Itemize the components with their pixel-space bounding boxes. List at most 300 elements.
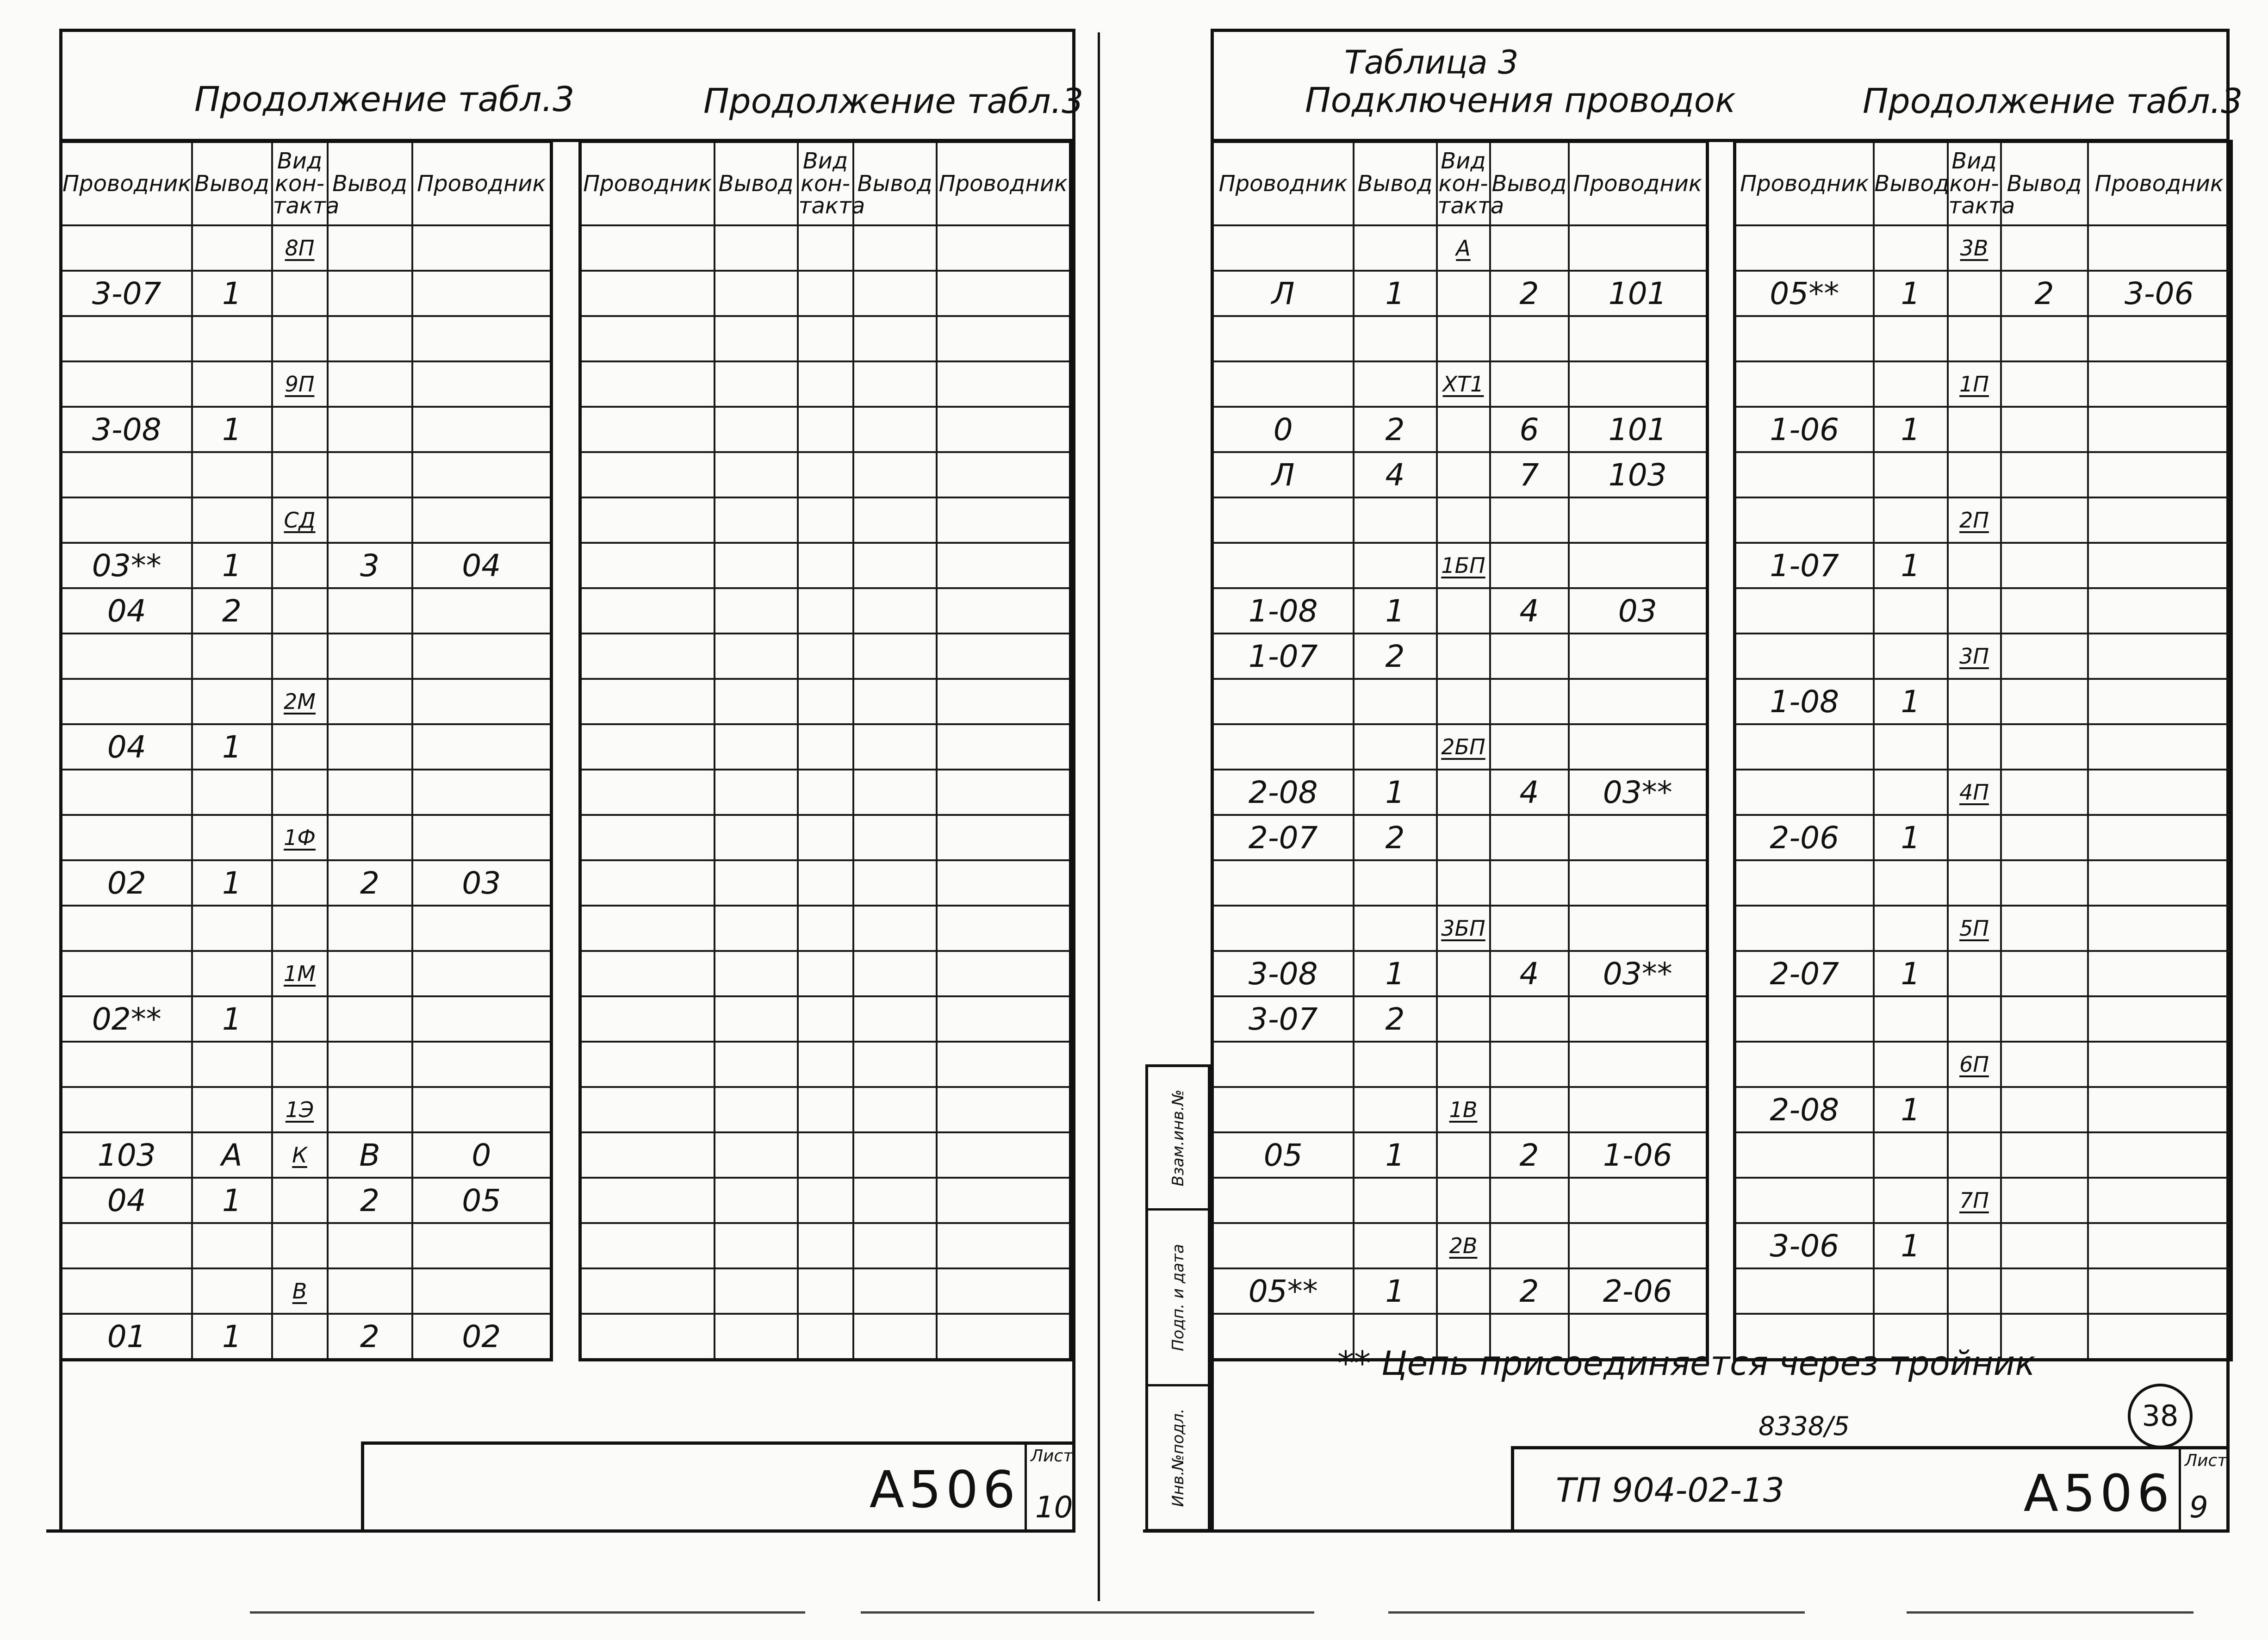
table-cell: [1212, 679, 1354, 724]
table-cell: [1354, 906, 1437, 951]
table-cell: [1212, 543, 1354, 588]
table-cell: 2: [1354, 407, 1437, 452]
table-cell: [328, 634, 412, 679]
table-row: [61, 996, 552, 1042]
table-row: [1212, 1087, 1708, 1132]
table-cell: [937, 1314, 1071, 1360]
table-header-row: [1212, 142, 1708, 226]
table-row: [61, 1042, 552, 1087]
table-cell: [272, 770, 328, 815]
table-cell: 3-08: [1212, 951, 1354, 996]
table-cell: [412, 634, 552, 679]
table-cell: 1-07: [1735, 543, 1874, 588]
table-cell: 3-06: [2088, 271, 2231, 316]
table-cell: [937, 679, 1071, 724]
table-cell: [1437, 860, 1490, 906]
table-cell: [1212, 724, 1354, 770]
table-row: [61, 452, 552, 497]
table-row: [1735, 634, 2231, 679]
table-cell: [1354, 1223, 1437, 1268]
table-cell: [715, 679, 798, 724]
table-row: [580, 1132, 1071, 1178]
table-cell: [1948, 951, 2001, 996]
table-cell: [798, 906, 853, 951]
table-cell: [2088, 815, 2231, 860]
table-row: [61, 860, 552, 906]
table-cell: [272, 271, 328, 316]
table-row: [61, 361, 552, 407]
table-cell: 1: [192, 860, 272, 906]
table-cell: [1874, 996, 1948, 1042]
header-conductor: Проводник: [937, 142, 1071, 226]
table-cell: [1735, 724, 1874, 770]
table-cell: [1569, 361, 1708, 407]
table-cell: 03**: [1569, 770, 1708, 815]
table-cell: [853, 588, 937, 634]
left-sheet-box: [1025, 1445, 1075, 1529]
table-cell: [853, 271, 937, 316]
table-cell: [328, 951, 412, 996]
right-sheet-number: 9: [2189, 1491, 2208, 1525]
table-cell: [192, 906, 272, 951]
table-cell: [192, 1268, 272, 1314]
table-cell: [412, 452, 552, 497]
table-cell: [272, 1314, 328, 1360]
table-cell: [1874, 860, 1948, 906]
table-cell: [853, 361, 937, 407]
table-cell: [798, 770, 853, 815]
table-cell: [1212, 906, 1354, 951]
table-cell: [580, 1042, 715, 1087]
table-cell: [798, 951, 853, 996]
right-sheet-label: Лист: [2185, 1451, 2227, 1470]
table-cell: [1569, 634, 1708, 679]
table-cell: [412, 497, 552, 543]
left-sheet-number: 10: [1035, 1491, 1073, 1525]
table-cell: 1: [1354, 951, 1437, 996]
table-cell: [580, 951, 715, 996]
table-cell: [1948, 543, 2001, 588]
table-cell: [2001, 815, 2088, 860]
table-cell: В: [272, 1268, 328, 1314]
table-cell: [61, 1268, 192, 1314]
table-cell: [2001, 452, 2088, 497]
header-contact-kind: Вид кон- такта: [1948, 142, 2001, 226]
table-cell: [853, 724, 937, 770]
bottom-dash-line: [1388, 1611, 1805, 1614]
table-cell: [1735, 316, 1874, 361]
table-cell: [192, 1087, 272, 1132]
table-cell: [2001, 1268, 2088, 1314]
table-cell: [580, 1223, 715, 1268]
table-cell: [1354, 1042, 1437, 1087]
table-cell: [580, 407, 715, 452]
table-row: [1212, 361, 1708, 407]
table-cell: [61, 634, 192, 679]
table-cell: [61, 452, 192, 497]
table-cell: [2088, 361, 2231, 407]
table-cell: [412, 225, 552, 271]
table-cell: [937, 1268, 1071, 1314]
table-cell: [580, 906, 715, 951]
table-cell: [2088, 1223, 2231, 1268]
table-row: [61, 497, 552, 543]
table-cell: 2: [328, 860, 412, 906]
table-cell: [715, 361, 798, 407]
table-cell: [1874, 1132, 1948, 1178]
table-row: [61, 770, 552, 815]
table-cell: [272, 996, 328, 1042]
table-cell: [272, 906, 328, 951]
table-cell: [412, 951, 552, 996]
table-cell: [2001, 996, 2088, 1042]
table-cell: [2001, 225, 2088, 271]
table-cell: [853, 543, 937, 588]
table-cell: 5П: [1948, 906, 2001, 951]
table-cell: [937, 1223, 1071, 1268]
table-cell: [192, 497, 272, 543]
table-cell: [1874, 1178, 1948, 1223]
table-cell: [937, 361, 1071, 407]
header-conductor: Проводник: [2088, 142, 2231, 226]
table-cell: 1-06: [1569, 1132, 1708, 1178]
table-row: [580, 588, 1071, 634]
table-cell: [580, 316, 715, 361]
table-cell: [1948, 588, 2001, 634]
table-cell: 2-07: [1212, 815, 1354, 860]
table-cell: [937, 588, 1071, 634]
table-row: [580, 1087, 1071, 1132]
table-cell: 3В: [1948, 225, 2001, 271]
table-row: [580, 407, 1071, 452]
table-cell: [1569, 225, 1708, 271]
table-cell: [1437, 679, 1490, 724]
table-cell: 1П: [1948, 361, 2001, 407]
header-output: Вывод: [1874, 142, 1948, 226]
table-row: [61, 1132, 552, 1178]
table-row: [1735, 770, 2231, 815]
header-output: Вывод: [853, 142, 937, 226]
table-cell: [1490, 1178, 1569, 1223]
table-cell: [798, 1314, 853, 1360]
table-cell: [1874, 634, 1948, 679]
table-cell: [580, 724, 715, 770]
table-row: [61, 543, 552, 588]
table-cell: 01: [61, 1314, 192, 1360]
table-cell: [2001, 316, 2088, 361]
table-row: [580, 906, 1071, 951]
table-cell: [61, 679, 192, 724]
table-cell: [853, 679, 937, 724]
table-cell: Л: [1212, 452, 1354, 497]
table-row: [1735, 1042, 2231, 1087]
table-cell: [937, 951, 1071, 996]
table-cell: [192, 770, 272, 815]
header-output: Вывод: [2001, 142, 2088, 226]
header-output: Вывод: [328, 142, 412, 226]
table-row: [580, 316, 1071, 361]
table-cell: [328, 316, 412, 361]
table-cell: [937, 1087, 1071, 1132]
right-stamp-code: А506: [2023, 1464, 2174, 1523]
table-cell: [412, 407, 552, 452]
table-cell: [412, 679, 552, 724]
table-row: [61, 906, 552, 951]
table-cell: 2-06: [1569, 1268, 1708, 1314]
table-cell: [1437, 1042, 1490, 1087]
table-cell: [1490, 724, 1569, 770]
table-cell: [1437, 1132, 1490, 1178]
table-cell: [1948, 1132, 2001, 1178]
right-table-b: [1733, 140, 2233, 1361]
table-cell: [1874, 497, 1948, 543]
header-contact-kind: Вид кон- такта: [272, 142, 328, 226]
table-row: [1212, 906, 1708, 951]
table-cell: [937, 1132, 1071, 1178]
order-number: 8338/5: [1758, 1411, 1850, 1441]
table-cell: 8П: [272, 225, 328, 271]
table-cell: [798, 724, 853, 770]
header-conductor: Проводник: [61, 142, 192, 226]
table-cell: [1354, 225, 1437, 271]
table-cell: [715, 1268, 798, 1314]
table-cell: [937, 407, 1071, 452]
table-cell: [2088, 724, 2231, 770]
table-cell: [1569, 679, 1708, 724]
table-cell: [853, 1087, 937, 1132]
table-cell: [1354, 860, 1437, 906]
table-cell: [2088, 1087, 2231, 1132]
table-cell: 04: [412, 543, 552, 588]
table-cell: [1569, 1087, 1708, 1132]
table-cell: [1437, 588, 1490, 634]
table-cell: [937, 996, 1071, 1042]
table-cell: [412, 361, 552, 407]
table-cell: 1: [1354, 770, 1437, 815]
table-cell: [1437, 1268, 1490, 1314]
table-cell: [715, 1132, 798, 1178]
table-row: [61, 225, 552, 271]
table-cell: [412, 1268, 552, 1314]
table-cell: [1735, 1132, 1874, 1178]
table-cell: [1437, 770, 1490, 815]
table-cell: [412, 996, 552, 1042]
table-cell: 03**: [1569, 951, 1708, 996]
table-cell: [580, 679, 715, 724]
table-cell: [1437, 407, 1490, 452]
table-row: [580, 679, 1071, 724]
table-cell: 1: [1874, 543, 1948, 588]
table-cell: [2088, 770, 2231, 815]
table-cell: [853, 951, 937, 996]
table-cell: 1: [1874, 271, 1948, 316]
table-cell: 1: [1874, 951, 1948, 996]
table-cell: [1354, 543, 1437, 588]
table-cell: [798, 271, 853, 316]
table-cell: [1735, 452, 1874, 497]
table-cell: [272, 588, 328, 634]
table-row: [1212, 996, 1708, 1042]
table-cell: [853, 1314, 937, 1360]
table-row: [1735, 316, 2231, 361]
table-cell: [580, 634, 715, 679]
side-cell-inventory: [1148, 1386, 1208, 1529]
bottom-dash-line: [1907, 1611, 2193, 1614]
table-row: [1735, 588, 2231, 634]
table-cell: [2001, 770, 2088, 815]
table-cell: [328, 1223, 412, 1268]
table-cell: [328, 679, 412, 724]
table-cell: [715, 543, 798, 588]
table-row: [580, 770, 1071, 815]
table-cell: [1212, 1087, 1354, 1132]
table-cell: [1735, 1042, 1874, 1087]
table-cell: 2: [328, 1178, 412, 1223]
table-cell: [1948, 860, 2001, 906]
table-cell: 3: [328, 543, 412, 588]
table-cell: [1874, 452, 1948, 497]
table-cell: В: [328, 1132, 412, 1178]
table-cell: [1569, 815, 1708, 860]
table-row: [1212, 452, 1708, 497]
table-cell: [1212, 1223, 1354, 1268]
table-cell: 04: [61, 588, 192, 634]
table-header-row: [61, 142, 552, 226]
table-cell: [1874, 1268, 1948, 1314]
table-cell: [798, 1178, 853, 1223]
table-cell: [1490, 543, 1569, 588]
table-row: [61, 815, 552, 860]
table-cell: [2001, 1087, 2088, 1132]
table-cell: 1: [1874, 407, 1948, 452]
table-cell: [1490, 361, 1569, 407]
table-cell: 1: [1354, 1132, 1437, 1178]
table-cell: 2В: [1437, 1223, 1490, 1268]
table-cell: [580, 543, 715, 588]
table-cell: [272, 543, 328, 588]
right-caption-b: Продолжение табл.3: [1863, 81, 2243, 121]
table-cell: [1437, 815, 1490, 860]
table-cell: [272, 1042, 328, 1087]
table-cell: [192, 951, 272, 996]
table-cell: 1БП: [1437, 543, 1490, 588]
table-cell: [2001, 951, 2088, 996]
table-cell: [798, 1132, 853, 1178]
table-cell: [1212, 1314, 1354, 1360]
table-row: [1212, 1268, 1708, 1314]
table-cell: [2088, 1314, 2231, 1360]
table-row: [580, 1178, 1071, 1223]
table-cell: [328, 815, 412, 860]
table-cell: [61, 1042, 192, 1087]
table-cell: [192, 1042, 272, 1087]
table-cell: [2088, 1042, 2231, 1087]
table-cell: [328, 361, 412, 407]
table-cell: [798, 1087, 853, 1132]
table-cell: [798, 1042, 853, 1087]
table-cell: [937, 906, 1071, 951]
table-row: [1212, 679, 1708, 724]
table-cell: [2088, 679, 2231, 724]
table-cell: [715, 588, 798, 634]
table-cell: [937, 815, 1071, 860]
table-row: [580, 996, 1071, 1042]
header-contact-kind: Вид кон- такта: [1437, 142, 1490, 226]
table-cell: [580, 588, 715, 634]
table-cell: [2001, 679, 2088, 724]
table-cell: 0: [412, 1132, 552, 1178]
table-cell: [272, 452, 328, 497]
table-row: [61, 1223, 552, 1268]
table-row: [61, 1178, 552, 1223]
table-cell: [798, 815, 853, 860]
table-header-row: [1735, 142, 2231, 226]
table-cell: 05**: [1735, 271, 1874, 316]
table-cell: [412, 271, 552, 316]
table-cell: [2001, 1223, 2088, 1268]
table-cell: [192, 225, 272, 271]
side-cell-signature: [1148, 1211, 1208, 1386]
table-cell: 3-07: [1212, 996, 1354, 1042]
table-cell: [937, 860, 1071, 906]
table-row: [1212, 1178, 1708, 1223]
table-cell: 4: [1490, 951, 1569, 996]
table-cell: 2-08: [1212, 770, 1354, 815]
table-cell: [853, 452, 937, 497]
table-row: [61, 951, 552, 996]
table-cell: [1735, 1268, 1874, 1314]
table-cell: [937, 316, 1071, 361]
table-cell: [1569, 1042, 1708, 1087]
table-cell: [1437, 1178, 1490, 1223]
table-row: [580, 361, 1071, 407]
table-cell: [61, 361, 192, 407]
table-cell: [580, 271, 715, 316]
table-cell: 03**: [61, 543, 192, 588]
table-cell: [853, 497, 937, 543]
left-caption-b: Продолжение табл.3: [703, 81, 1084, 121]
table-cell: [2088, 225, 2231, 271]
table-cell: [192, 634, 272, 679]
table-cell: 2: [1490, 271, 1569, 316]
table-cell: [272, 316, 328, 361]
table-cell: 05: [412, 1178, 552, 1223]
table-cell: [715, 1087, 798, 1132]
table-row: [1735, 1178, 2231, 1223]
table-cell: [1735, 497, 1874, 543]
table-row: [61, 634, 552, 679]
table-cell: 4: [1490, 770, 1569, 815]
left-title-block: [361, 1441, 1075, 1529]
table-cell: [2001, 407, 2088, 452]
table-row: [580, 271, 1071, 316]
table-cell: 2М: [272, 679, 328, 724]
table-cell: [1569, 996, 1708, 1042]
table-cell: 103: [1569, 452, 1708, 497]
table-row: [1735, 1087, 2231, 1132]
table-cell: 02: [61, 860, 192, 906]
table-cell: [580, 860, 715, 906]
table-row: [1735, 361, 2231, 407]
table-row: [580, 1268, 1071, 1314]
table-cell: [715, 996, 798, 1042]
table-cell: [853, 1132, 937, 1178]
table-cell: [61, 906, 192, 951]
side-label-inventory: Инв.№подл.: [1168, 1408, 1187, 1507]
table-cell: 0: [1212, 407, 1354, 452]
table-cell: [715, 497, 798, 543]
table-cell: [328, 497, 412, 543]
